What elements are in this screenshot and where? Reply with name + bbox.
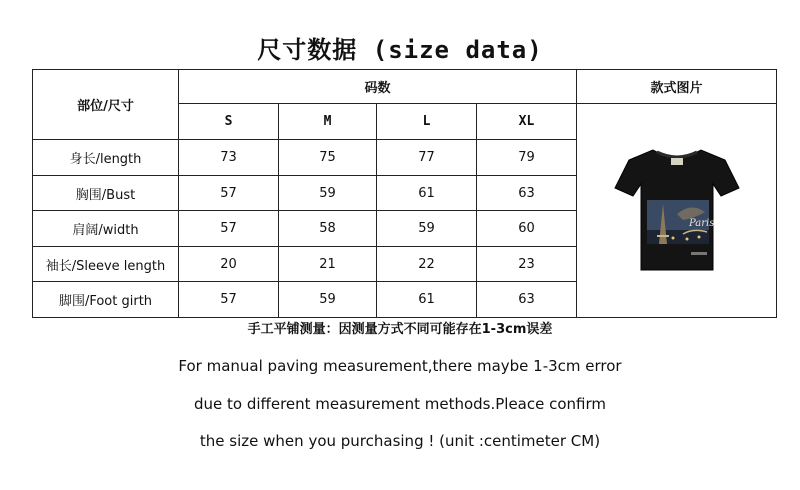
table-cell: 61 (377, 282, 477, 318)
table-cell: 59 (279, 176, 377, 211)
row-label-length: 身长/length (33, 140, 179, 176)
corner-header: 部位/尺寸 (33, 70, 179, 140)
table-cell: 63 (477, 176, 577, 211)
table-cell: 21 (279, 247, 377, 282)
table-cell: 59 (279, 282, 377, 318)
size-s-header: S (179, 104, 279, 140)
image-header: 款式图片 (577, 70, 777, 104)
table-cell: 77 (377, 140, 477, 176)
tshirt-icon (613, 144, 741, 274)
page-title: 尺寸数据 (size data) (257, 36, 543, 64)
table-cell: 79 (477, 140, 577, 176)
neck-label-icon (671, 158, 683, 165)
sizes-header: 码数 (179, 70, 577, 104)
measurement-note-cn: 手工平铺测量：因测量方式不同可能存在1-3cm误差 (247, 322, 553, 337)
table-cell: 59 (377, 211, 477, 247)
table-cell: 60 (477, 211, 577, 247)
measurement-note-en-line1: For manual paving measurement,there maybe 1-3cm error (178, 357, 622, 375)
table-cell: 57 (179, 176, 279, 211)
size-m-header: M (279, 104, 377, 140)
row-label-sleeve-length: 袖长/Sleeve length (33, 247, 179, 282)
row-label-bust: 胸围/Bust (33, 176, 179, 211)
table-cell: 61 (377, 176, 477, 211)
table-cell: 75 (279, 140, 377, 176)
product-image-cell (577, 104, 777, 318)
row-label-foot-girth: 脚围/Foot girth (33, 282, 179, 318)
shirt-graphic-text: Paris (688, 217, 714, 229)
size-l-header: L (377, 104, 477, 140)
table-cell: 23 (477, 247, 577, 282)
size-xl-header: XL (477, 104, 577, 140)
size-table (32, 69, 777, 318)
row-label-width: 肩阔/width (33, 211, 179, 247)
measurement-note-en-line3: the size when you purchasing ! (unit :centimeter CM) (199, 432, 601, 450)
table-cell: 58 (279, 211, 377, 247)
table-cell: 57 (179, 211, 279, 247)
measurement-note-en-line2: due to different measurement methods.Pleace confirm (193, 395, 607, 413)
table-cell: 63 (477, 282, 577, 318)
table-cell: 57 (179, 282, 279, 318)
table-cell: 22 (377, 247, 477, 282)
table-cell: 20 (179, 247, 279, 282)
table-cell: 73 (179, 140, 279, 176)
